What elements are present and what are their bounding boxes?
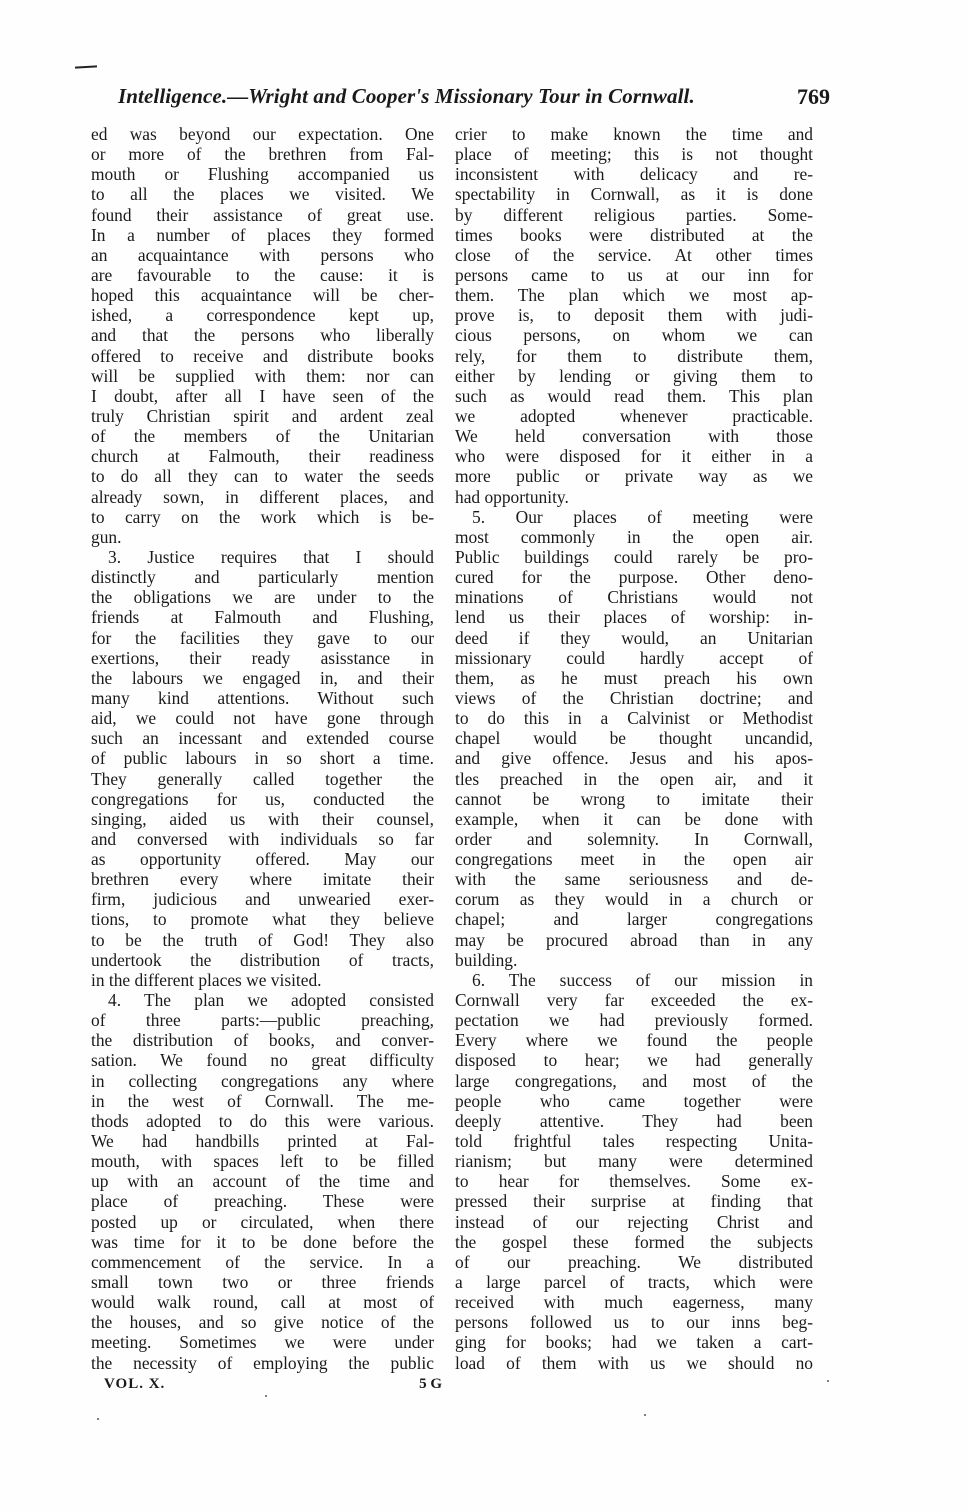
text-line: of three parts:—public preaching, <box>91 1010 434 1031</box>
text-line: posted up or circulated, when there <box>91 1211 434 1232</box>
text-line: friends at Falmouth and Flushing, <box>91 607 434 628</box>
text-line: 3. Justice requires that I should <box>108 546 434 567</box>
text-line: We had handbills printed at Fal- <box>91 1131 434 1152</box>
text-line: They generally called together the <box>91 768 434 789</box>
text-line: gun. <box>91 526 122 547</box>
text-line: I doubt, after all I have seen of the <box>91 385 434 406</box>
text-line: in the west of Cornwall. The me- <box>91 1090 434 1111</box>
text-line: place of meeting; this is not thought <box>455 144 813 165</box>
text-line: was time for it to be done before the <box>91 1231 434 1252</box>
text-line: or more of the brethren from Fal- <box>91 144 434 165</box>
text-line: offered to receive and distribute books <box>91 345 434 366</box>
text-line: them, as he must preach his own <box>455 667 813 688</box>
running-head <box>118 84 830 114</box>
text-line: who were disposed for it either in a <box>455 446 813 467</box>
text-line: building. <box>455 949 518 970</box>
text-line: congregations meet in the open air <box>455 849 813 870</box>
text-line: missionary could hardly accept of <box>455 647 813 668</box>
text-line: and give offence. Jesus and his apos- <box>455 748 813 769</box>
text-line: times books were distributed at the <box>455 224 813 245</box>
signature-mark: 5 G <box>419 1376 442 1392</box>
page-footer <box>104 1376 442 1398</box>
text-line: singing, aided us with their counsel, <box>91 808 434 829</box>
text-line: rianism; but many were determined <box>455 1151 813 1172</box>
text-line: spectability in Cornwall, as it is done <box>455 184 813 205</box>
text-line: and conversed with individuals so far <box>91 828 434 849</box>
text-line: are favourable to the cause: it is <box>91 264 434 285</box>
ink-speck <box>97 1418 99 1420</box>
text-line: in collecting congregations any where <box>91 1070 434 1091</box>
text-line: up with an account of the time and <box>91 1171 434 1192</box>
text-line: of public labours in so short a time. <box>91 748 434 769</box>
text-line: will be supplied with them: nor can <box>91 365 434 386</box>
text-line: disposed to hear; we had generally <box>455 1050 813 1071</box>
text-line: ed was beyond our expectation. One <box>91 124 434 144</box>
text-line: church at Falmouth, their readiness <box>91 446 434 467</box>
text-line: 4. The plan we adopted consisted <box>108 990 434 1011</box>
text-line: received with much eagerness, many <box>455 1292 813 1313</box>
text-line: deeply attentive. They had been <box>455 1110 813 1131</box>
text-line: prove is, to deposit them with judi- <box>455 305 813 326</box>
text-line: undertook the distribution of tracts, <box>91 949 434 970</box>
text-line: distinctly and particularly mention <box>91 567 434 588</box>
text-line: ging for books; had we taken a cart- <box>455 1332 813 1353</box>
text-line: sation. We found no great difficulty <box>91 1050 434 1071</box>
text-line: to do this in a Calvinist or Methodist <box>455 708 813 729</box>
text-line: cannot be wrong to imitate their <box>455 788 813 809</box>
text-line: thods adopted to do this were various. <box>91 1110 434 1131</box>
ink-speck <box>644 1414 646 1416</box>
text-line: people who came together were <box>455 1090 813 1111</box>
text-line: for the facilities they gave to our <box>91 627 434 648</box>
text-line: the necessity of employing the public <box>91 1352 434 1373</box>
text-line: the houses, and so give notice of the <box>91 1312 434 1333</box>
text-line: of the members of the Unitarian <box>91 426 434 447</box>
text-line: mouth, with spaces left to be filled <box>91 1151 434 1172</box>
text-line: small town two or three friends <box>91 1272 434 1293</box>
text-line: In a number of places they formed <box>91 224 434 245</box>
text-line: the obligations we are under to the <box>91 587 434 608</box>
text-line: most commonly in the open air. <box>455 526 813 547</box>
text-line: corum as they would in a church or <box>455 889 813 910</box>
text-line: already sown, in different places, and <box>91 486 434 507</box>
text-line: deed if they would, an Unitarian <box>455 627 813 648</box>
ink-mark <box>75 65 97 68</box>
text-line: 5. Our places of meeting were <box>472 506 813 527</box>
text-line: We held conversation with those <box>455 426 813 447</box>
right-column <box>455 124 813 1373</box>
text-line: aid, we could not have gone through <box>91 708 434 729</box>
text-line: rely, for them to distribute them, <box>455 345 813 366</box>
text-line: exertions, their ready asisstance in <box>91 647 434 668</box>
text-line: order and solemnity. In Cornwall, <box>455 828 813 849</box>
text-line: load of them with us we should no <box>455 1352 813 1373</box>
text-line: Public buildings could rarely be pro- <box>455 546 813 567</box>
text-line: meeting. Sometimes we were under <box>91 1332 434 1353</box>
text-line: Cornwall very far exceeded the ex- <box>455 990 813 1011</box>
text-line: such as would read them. This plan <box>455 385 813 406</box>
text-line: more public or private way as we <box>455 466 813 487</box>
text-line: chapel would be thought uncandid, <box>455 728 813 749</box>
running-title: Intelligence.—Wright and Cooper's Missionary Tour in Cornwall. <box>118 84 695 108</box>
text-line: we adopted whenever practicable. <box>455 405 813 426</box>
text-line: many kind attentions. Without such <box>91 687 434 708</box>
text-line: large congregations, and most of the <box>455 1070 813 1091</box>
text-line: pressed their surprise at finding that <box>455 1191 813 1212</box>
text-line: persons followed us to our inns beg- <box>455 1312 813 1333</box>
text-line: a large parcel of tracts, which were <box>455 1272 813 1293</box>
text-line: example, when it can be done with <box>455 808 813 829</box>
text-line: had opportunity. <box>455 486 569 507</box>
text-line: to be the truth of God! They also <box>91 929 434 950</box>
text-line: cured for the purpose. Other deno- <box>455 567 813 588</box>
text-line: place of preaching. These were <box>91 1191 434 1212</box>
text-line: inconsistent with delicacy and re- <box>455 164 813 185</box>
text-line: an acquaintance with persons who <box>91 244 434 265</box>
text-line: brethren every where imitate their <box>91 869 434 890</box>
text-line: congregations for us, conducted the <box>91 788 434 809</box>
text-line: chapel; and larger congregations <box>455 909 813 930</box>
text-line: such an incessant and extended course <box>91 728 434 749</box>
ink-speck <box>827 1380 829 1382</box>
text-line: close of the service. At other times <box>455 244 813 265</box>
text-line: either by lending or giving them to <box>455 365 813 386</box>
text-line: lend us their places of worship: in- <box>455 607 813 628</box>
text-line: tles preached in the open air, and it <box>455 768 813 789</box>
text-line: as opportunity offered. May our <box>91 849 434 870</box>
text-line: told frightful tales respecting Unita- <box>455 1131 813 1152</box>
text-line: tions, to promote what they believe <box>91 909 434 930</box>
volume-label: VOL. X. <box>104 1376 166 1392</box>
text-line: 6. The success of our mission in <box>472 969 813 990</box>
text-line: the gospel these formed the subjects <box>455 1231 813 1252</box>
text-line: persons came to us at our inn for <box>455 264 813 285</box>
text-line: crier to make known the time and <box>455 124 813 144</box>
text-line: to do all they can to water the seeds <box>91 466 434 487</box>
text-line: to all the places we visited. We <box>91 184 434 205</box>
text-line: minations of Christians would not <box>455 587 813 608</box>
text-line: may be procured abroad than in any <box>455 929 813 950</box>
text-line: would walk round, call at most of <box>91 1292 434 1313</box>
page-number: 769 <box>797 84 830 109</box>
text-line: cious persons, on whom we can <box>455 325 813 346</box>
text-line: ished, a correspondence kept up, <box>91 305 434 326</box>
text-line: found their assistance of great use. <box>91 204 434 225</box>
text-line: firm, judicious and unwearied exer- <box>91 889 434 910</box>
text-line: views of the Christian doctrine; and <box>455 687 813 708</box>
text-line: them. The plan which we most ap- <box>455 285 813 306</box>
text-line: the distribution of books, and conver- <box>91 1030 434 1051</box>
text-line: to carry on the work which is be- <box>91 506 434 527</box>
text-line: of our preaching. We distributed <box>455 1251 813 1272</box>
ink-speck <box>265 1395 267 1397</box>
text-line: and that the persons who liberally <box>91 325 434 346</box>
text-line: Every where we found the people <box>455 1030 813 1051</box>
text-line: with the same seriousness and de- <box>455 869 813 890</box>
left-column <box>91 124 434 1373</box>
text-line: instead of our rejecting Christ and <box>455 1211 813 1232</box>
text-line: to hear for themselves. Some ex- <box>455 1171 813 1192</box>
text-line: truly Christian spirit and ardent zeal <box>91 405 434 426</box>
text-line: commencement of the service. In a <box>91 1251 434 1272</box>
text-line: mouth or Flushing accompanied us <box>91 164 434 185</box>
text-line: pectation we had previously formed. <box>455 1010 813 1031</box>
text-line: in the different places we visited. <box>91 969 322 990</box>
text-line: the labours we engaged in, and their <box>91 667 434 688</box>
text-line: hoped this acquaintance will be cher- <box>91 285 434 306</box>
text-line: by different religious parties. Some- <box>455 204 813 225</box>
